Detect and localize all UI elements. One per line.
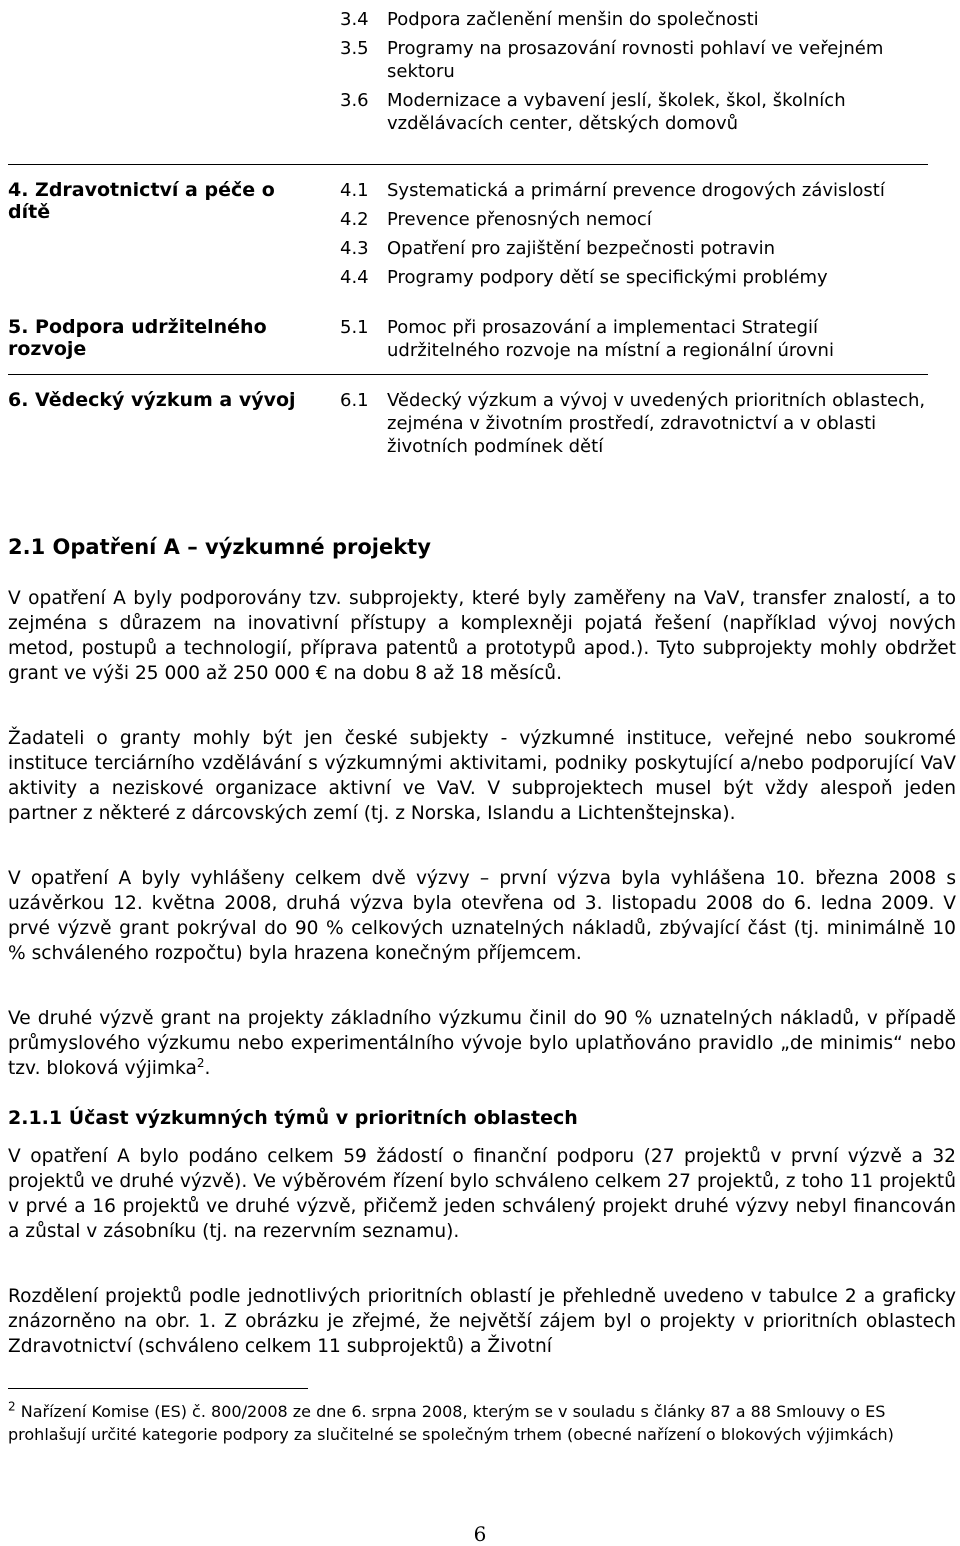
page-number: 6	[473, 1522, 487, 1546]
row-items	[340, 8, 930, 141]
list-item: 4.3 Opatření pro zajištění bezpečnosti potravin	[340, 238, 776, 259]
paragraph: V opatření A bylo podáno celkem 59 žádostí o finanční podporu (27 projektů v první výzvě a 32 projektů ve druhé výzvě). Ve výběrovém řízení bylo schváleno celkem 27 projektů, z toho 11 projektů v prvé a 16 projektů ve druhé výzvě, přičemž jeden schválený projekt druhé výzvy nebyl financován a zůstal v zásobníku (tj. na rezervním seznamu).	[8, 1146, 956, 1242]
subsection-heading: 2.1.1 Účast výzkumných týmů v prioritních oblastech	[8, 1107, 578, 1129]
list-item: 6.1 Vědecký výzkum a vývoj v uvedených prioritních oblastech, zejména v životním prostředí, zdravotnictví a v oblasti životních podmínek dětí	[340, 390, 926, 457]
paragraph: Žadateli o granty mohly být jen české subjekty - výzkumné instituce, veřejné nebo soukromé instituce terciárního vzdělávání s výzkumnými aktivitami, podniky poskytující a/nebo podporující VaV aktivity a neziskové organizace aktivní ve VaV. V subprojektech musel být vždy alespoň jeden partner z některé z dárcovských zemí (tj. z Norska, Islandu a Lichtenštejnska).	[8, 728, 956, 824]
footnote: $^2$ Nařízení Komise (ES) č. 800/2008 ze dne 6. srpna 2008, kterým se v souladu s články 87 a 88 Smlouvy o ES prohlašují určité kategorie podpory za slučitelné se společným trhem (obecné nařízení o blokových výjimkách)	[8, 1399, 894, 1444]
paragraph: Ve druhé výzvě grant na projekty základního výzkumu činil do 90 % uznatelných nákladů, v případě průmyslového výzkumu nebo experimentálního vývoje bylo uplatňováno pravidlo „de minimis“ nebo tzv. bloková výjimka$^2$.	[8, 1008, 956, 1079]
paragraph: Rozdělení projektů podle jednotlivých prioritních oblastí je přehledně uvedeno v tabulce 2 a graficky znázorněno na obr. 1. Z obrázku je zřejmé, že největší zájem byl o projekty v prioritních oblastech Zdravotnictví (schváleno celkem 11 subprojektů) a Životní	[8, 1286, 956, 1357]
footnote-ref[interactable]: 2	[196, 1055, 205, 1070]
table-row	[8, 374, 928, 475]
list-item: 3.5 Programy na prosazování rovnosti pohlaví ve veřejném sektoru	[340, 38, 884, 82]
paragraph: V opatření A byly vyhlášeny celkem dvě výzvy – první výzva byla vyhlášena 10. března 2008 s uzávěrkou 12. května 2008, druhá výzva byla otevřena od 3. listopadu 2008 do 6. ledna 2009. V prvé výzvě grant pokrýval do 90 % celkových uznatelných nákladů, zbývající část (tj. minimálně 10 % schváleného rozpočtu) byla hrazena konečným příjemcem.	[8, 868, 956, 964]
row-items	[340, 389, 930, 464]
list-item: 3.4 Podpora začlenění menšin do společnosti	[340, 9, 759, 30]
list-item: 4.4 Programy podpory dětí se specifickými problémy	[340, 267, 828, 288]
section-heading: 2.1 Opatření A – výzkumné projekty	[8, 535, 431, 559]
category-label: 4. Zdravotnictví a péče o dítě	[8, 179, 275, 223]
list-item: 4.2 Prevence přenosných nemocí	[340, 209, 652, 230]
list-item: 4.1 Systematická a primární prevence drogových závislostí	[340, 180, 885, 201]
category-label: 6. Vědecký výzkum a vývoj	[8, 389, 296, 411]
footnote-marker: 2	[8, 1399, 16, 1414]
list-item: 5.1 Pomoc při prosazování a implementaci Strategií udržitelného rozvoje na místní a regionální úrovni	[340, 317, 834, 361]
table-row	[8, 302, 928, 374]
footnote-divider	[8, 1388, 308, 1389]
category-label: 5. Podpora udržitelného rozvoje	[8, 316, 267, 360]
row-items	[340, 179, 930, 295]
table-row	[8, 8, 928, 148]
paragraph: V opatření A byly podporovány tzv. subprojekty, které byly zaměřeny na VaV, transfer znalostí, a to zejména s důrazem na inovativní přístupy a komplexněji pojatá řešení (například vývoj nových metod, postupů a technologií, příprava patentů a prototypů apod.). Tyto subprojekty mohly obdržet grant ve výši 25 000 až 250 000 € na dobu 8 až 18 měsíců.	[8, 588, 956, 684]
table-row	[8, 164, 928, 303]
row-items	[340, 316, 930, 368]
list-item: 3.6 Modernizace a vybavení jeslí, školek, škol, školních vzdělávacích center, dětských domovů	[340, 90, 846, 134]
